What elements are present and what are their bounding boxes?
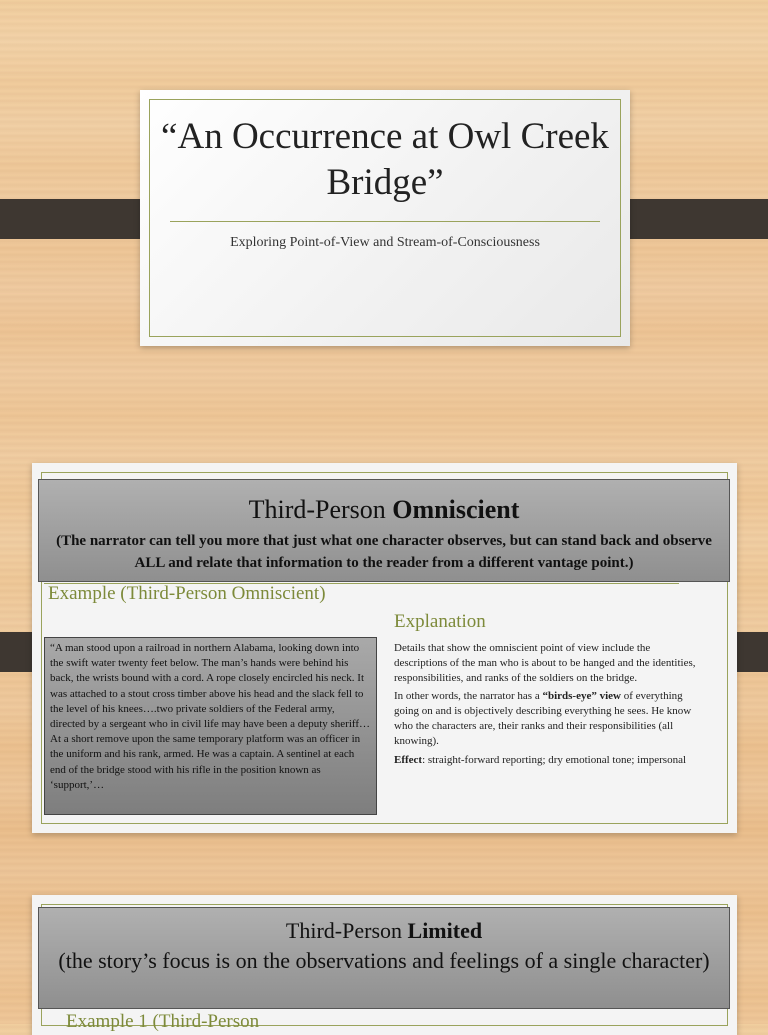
heading-bold: Limited: [407, 918, 483, 943]
limited-heading: [39, 916, 729, 946]
example-1-title: Example 1 (Third-Person: [66, 1011, 260, 1032]
expl-pre: In other words, the narrator has a: [394, 690, 543, 703]
example-quote-box: “A man stood upon a railroad in northern Alabama, looking down into the swift water twenty feet below. The man’s hands were behind his back, the wrists bound with a cord. A rope closely encircled his neck. It was attached to a stout cross timber above his head and the slack fell to the level of his knees….two private soldiers of the Federal army, directed by a sergeant who in civil life may have been a deputy sheriff…At a short remove upon the same temporary platform was an officer in the uniform and his rank, armed. He was a captain. A sentinel at each end of the bridge stood with his rifle in the position known as ‘support,’…: [44, 637, 377, 815]
effect-label: Effect: [394, 753, 423, 766]
explanation-text: [394, 641, 699, 771]
explanation-paragraph: Details that show the omniscient point of view include the descriptions of the man who is about to be hanged and the identities, responsibilities, and ranks of the soldiers on the bridge.: [394, 642, 696, 684]
limited-slide: [32, 895, 737, 1035]
title-slide: [140, 90, 630, 346]
expl-post: of everything going on and is objectively describing everything he sees. He know who the characters are, their ranks and their responsibilities (all knowing).: [394, 690, 692, 747]
omniscient-slide: [32, 463, 737, 833]
limited-heading-box: [38, 907, 730, 1009]
heading-bold: Omniscient: [392, 495, 520, 524]
heading-prefix: Third-Person: [248, 495, 393, 524]
title-divider: [170, 221, 600, 222]
explanation-title: Explanation: [394, 611, 486, 632]
effect-text: : straight-forward reporting; dry emotional tone; impersonal: [422, 753, 687, 766]
omniscient-heading: [39, 494, 729, 526]
slide-tab-left: [0, 199, 155, 239]
limited-description: (the story’s focus is on the observations and feelings of a single character): [58, 948, 710, 973]
slide-subtitle: Exploring Point-of-View and Stream-of-Consciousness: [230, 235, 540, 250]
birds-eye-view-term: “birds-eye” view: [542, 690, 621, 703]
heading-prefix: Third-Person: [285, 918, 408, 943]
example-title: Example (Third-Person Omniscient): [48, 583, 326, 604]
omniscient-description: (The narrator can tell you more that just what one character observes, but can stand back and observe ALL and relate that information to the reader from a different vantage point.): [56, 533, 712, 571]
explanation-paragraph: [394, 689, 699, 748]
slide-tab-right: [613, 199, 768, 239]
omniscient-heading-box: [38, 479, 730, 582]
effect-paragraph: [394, 753, 699, 768]
slide-title: “An Occurrence at Owl Creek Bridge”: [161, 116, 609, 203]
